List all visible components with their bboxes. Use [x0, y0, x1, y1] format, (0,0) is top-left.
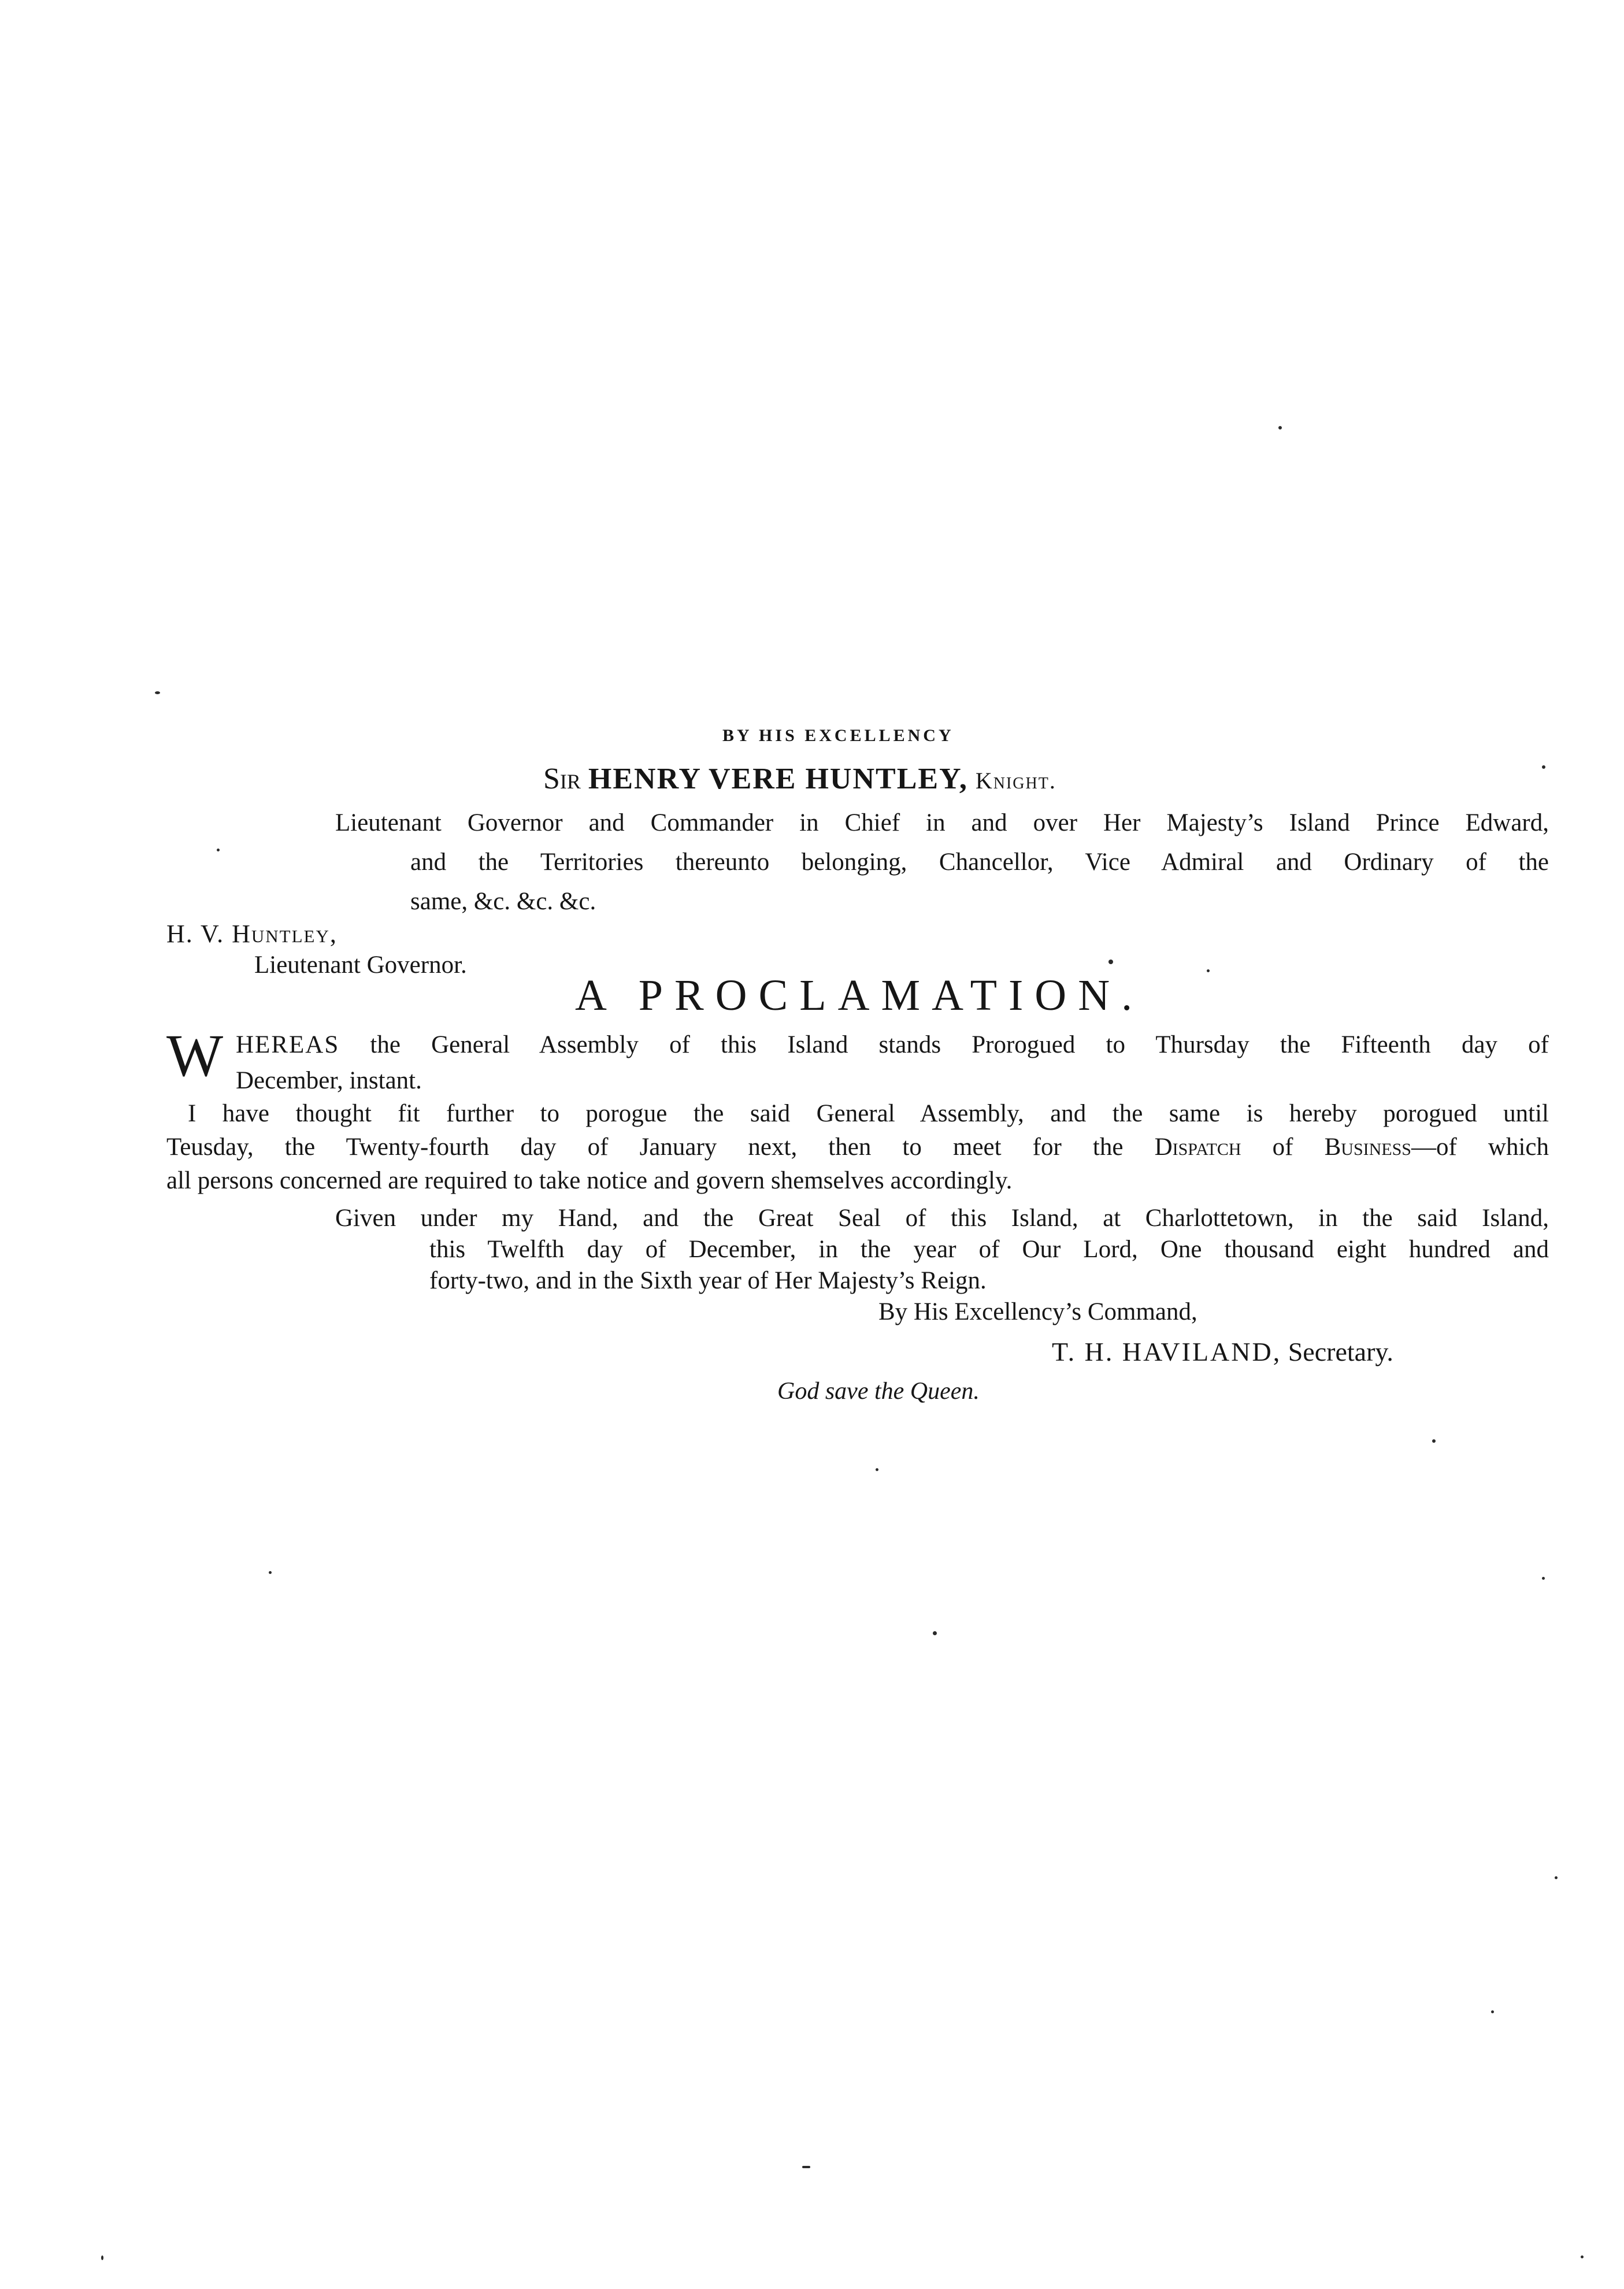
prorogue-text-end: —of which	[1411, 1134, 1549, 1161]
knight-title: Knight.	[975, 768, 1056, 794]
business-word: Business	[1324, 1134, 1411, 1161]
governor-titles-line-3: same, &c. &c. &c.	[410, 888, 596, 915]
scan-speck	[1108, 960, 1113, 964]
given-under-line-2: this Twelfth day of December, in the year of Our Lord, One thousand eight hundred and	[429, 1236, 1549, 1263]
signatory-title: Lieutenant Governor.	[254, 951, 467, 979]
by-command-line: By His Excellency’s Command,	[878, 1298, 1197, 1325]
secretary-title: Secretary.	[1288, 1337, 1393, 1366]
secretary-name: T. H. HAVILAND,	[1052, 1337, 1282, 1366]
signatory-name: H. V. Huntley,	[166, 920, 338, 948]
secretary-signature	[1052, 1339, 1393, 1365]
paragraph-prorogue-line-2	[166, 1135, 1549, 1160]
governor-name: HENRY VERE HUNTLEY,	[588, 762, 968, 795]
paragraph-prorogue-line-3: all persons concerned are required to take notice and govern shemselves accordingly.	[166, 1167, 1013, 1194]
scan-speck	[1555, 1876, 1558, 1879]
scan-speck	[1542, 1577, 1545, 1580]
scan-speck	[101, 2255, 103, 2260]
governor-titles-line-1: Lieutenant Governor and Commander in Chief in and over Her Majesty’s Island Prince Edward,	[335, 809, 1549, 836]
scan-speck	[1491, 2010, 1494, 2013]
scan-speck	[1581, 2255, 1584, 2258]
given-under-line-3: forty-two, and in the Sixth year of Her Majesty’s Reign.	[429, 1267, 987, 1294]
scan-speck	[1278, 426, 1282, 429]
honorific-sir: Sir	[543, 762, 581, 795]
scan-speck	[1432, 1439, 1436, 1443]
dispatch-word: Dispatch	[1154, 1134, 1241, 1161]
paragraph-whereas-line-1	[236, 1032, 1549, 1057]
scan-speck	[155, 691, 160, 694]
scan-speck	[1207, 969, 1210, 972]
prorogue-text: Teusday, the Twenty-fourth day of January next, then to meet for the	[166, 1134, 1124, 1161]
drop-cap: W	[166, 1023, 224, 1089]
proclamation-heading: A PROCLAMATION.	[575, 971, 1144, 1020]
paragraph-whereas-line-2: December, instant.	[236, 1067, 422, 1094]
paragraph-prorogue-line-1: I have thought fit further to porogue the said General Assembly, and the same is hereby porogued until	[188, 1100, 1549, 1127]
scan-speck	[933, 1631, 937, 1635]
scan-speck	[802, 2166, 810, 2168]
scan-speck	[876, 1468, 878, 1471]
scan-speck	[217, 849, 220, 851]
closing-god-save-the-queen: God save the Queen.	[777, 1378, 980, 1405]
given-under-line-1: Given under my Hand, and the Great Seal of this Island, at Charlottetown, in the said Island,	[335, 1205, 1549, 1232]
of-word: of	[1272, 1134, 1293, 1161]
scan-speck	[1542, 765, 1545, 769]
whereas-text: the General Assembly of this Island stands Prorogued to Thursday the Fifteenth day of	[370, 1031, 1549, 1058]
by-his-excellency-heading: BY HIS EXCELLENCY	[722, 726, 954, 745]
whereas-lead: HEREAS	[236, 1031, 340, 1058]
scan-speck	[269, 1571, 272, 1574]
governor-titles-line-2: and the Territories thereunto belonging, Chancellor, Vice Admiral and Ordinary of the	[410, 849, 1549, 876]
governor-name-line	[543, 764, 1056, 794]
